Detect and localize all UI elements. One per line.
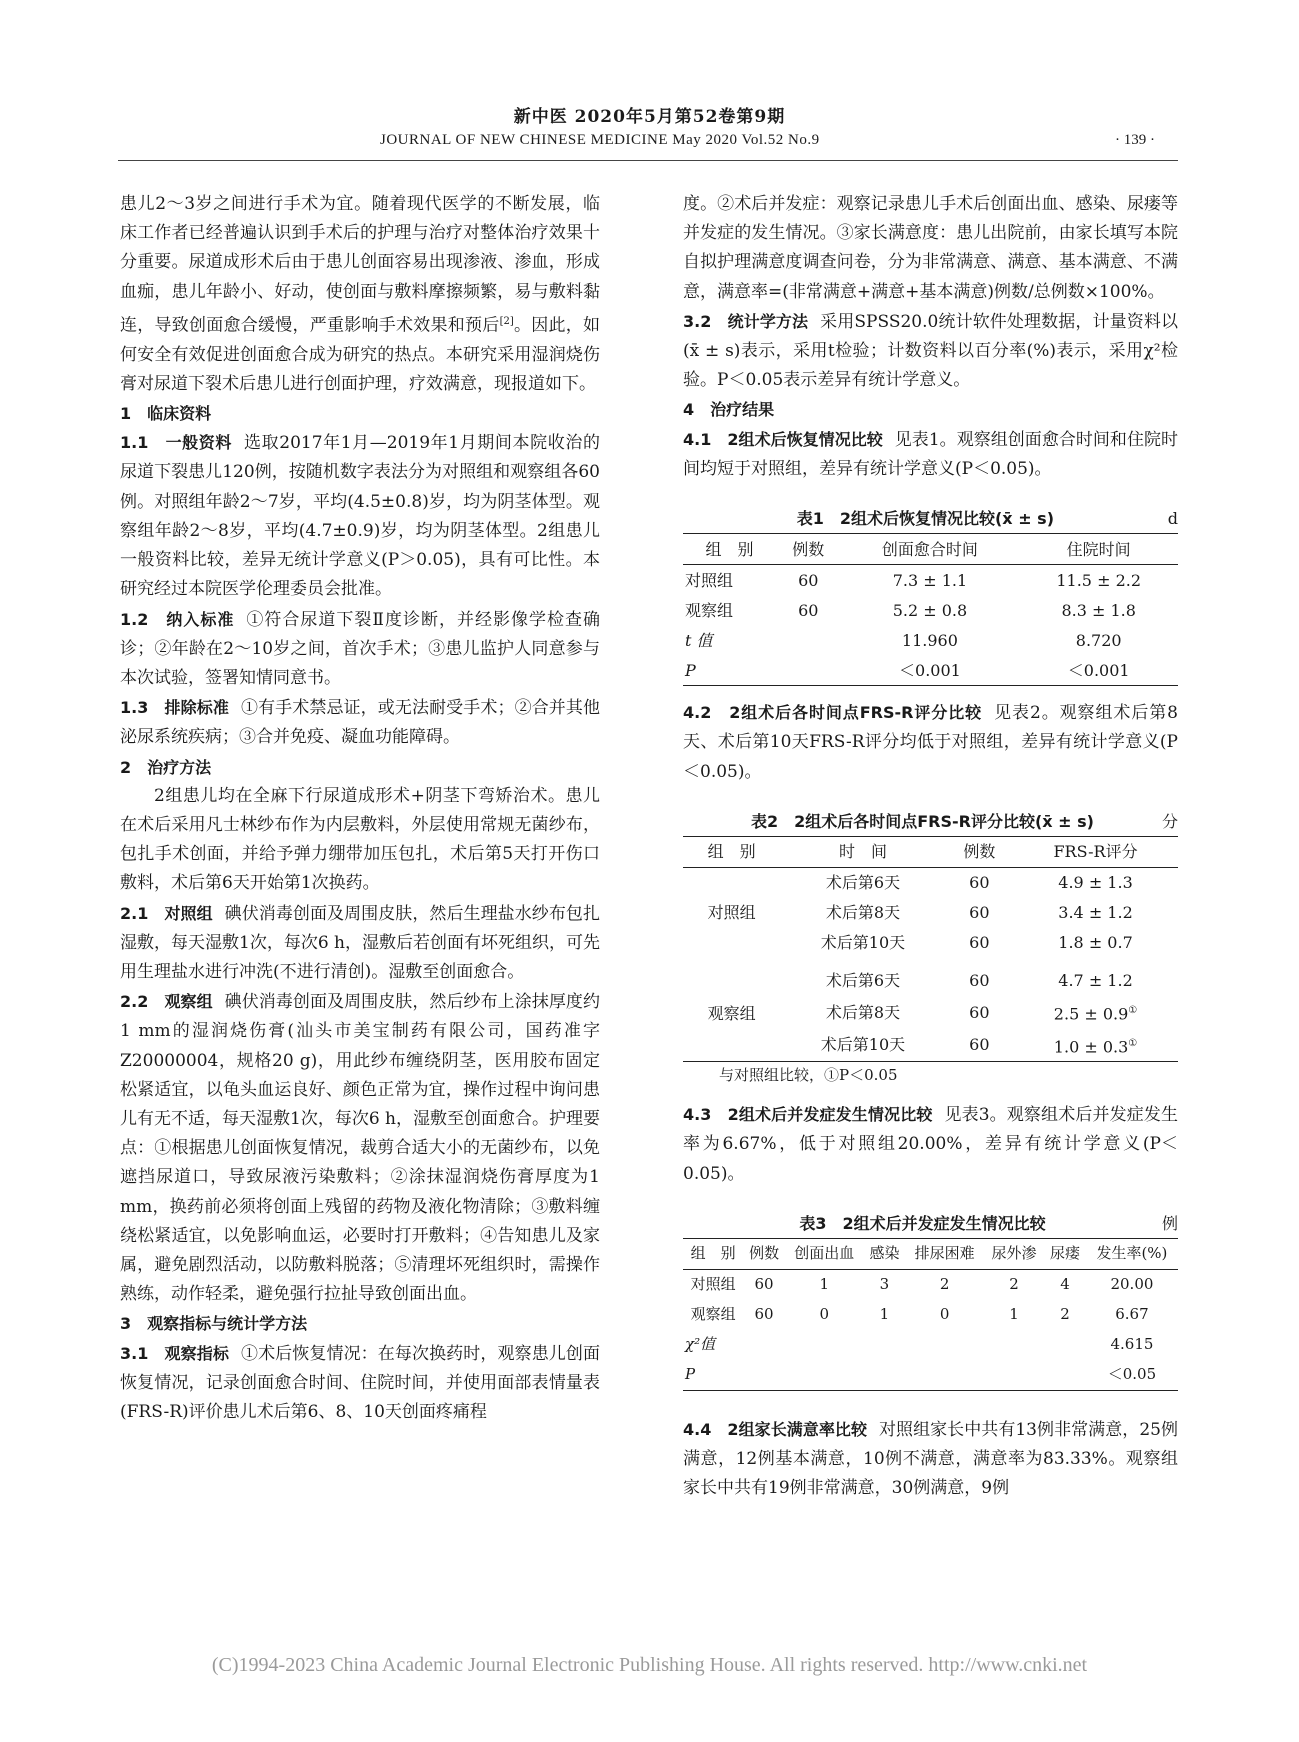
subsection-heading: 2.1 对照组 — [120, 903, 213, 923]
subsection-heading: 4.4 2组家长满意率比较 — [683, 1419, 867, 1439]
table-row: 术后第10天 60 1.8 ± 0.7 — [820, 933, 1133, 953]
table-header: 排尿困难 — [914, 1244, 975, 1263]
table-row: 观察组 60 5.2 ± 0.8 8.3 ± 1.8 — [685, 600, 1136, 620]
table-header: 尿瘘 — [1050, 1244, 1081, 1263]
table-3 — [683, 1238, 1178, 1391]
table-header: 例数 — [792, 539, 825, 559]
table-header: 尿外渗 — [991, 1244, 1037, 1263]
table-header: 感染 — [869, 1244, 900, 1263]
table-header: 例数 — [963, 842, 996, 862]
paragraph: 4.3 2组术后并发症发生情况比较 见表3。观察组术后并发症发生率为6.67%，低于对照组20.00%，差异有统计学意义(P＜0.05)。 — [683, 1105, 1178, 1184]
journal-title-cn: 新中医 2020年5月第52卷第9期 — [513, 107, 786, 127]
subsection-heading: 2.2 观察组 — [120, 992, 213, 1012]
table-2 — [683, 836, 1178, 1062]
section-heading: 3 观察指标与统计学方法 — [120, 1314, 308, 1334]
paragraph: 3.1 观察指标 ①术后恢复情况：在每次换药时，观察患儿创面恢复情况，记录创面愈合时间、住院时间，并使用面部表情量表(FRS-R)评价患儿术后第6、8、10天创面疼痛程 — [120, 1343, 600, 1422]
section-heading: 2 治疗方法 — [120, 757, 212, 777]
table-1 — [683, 533, 1178, 686]
table-row: t 值 11.960 8.720 — [685, 630, 1122, 650]
paragraph: 4.4 2组家长满意率比较 对照组家长中共有13例非常满意，25例满意，12例基本满意，10例不满意，满意率为83.33%。观察组家长中共有19例非常满意，30例满意，9例 — [683, 1419, 1179, 1499]
table-header: 组 别 — [690, 1244, 736, 1263]
table-header: 住院时间 — [1066, 539, 1131, 559]
table-row: 术后第8天 60 2.5 ± 0.9① — [825, 1002, 1138, 1024]
paragraph: 1.2 纳入标准 ①符合尿道下裂Ⅱ度诊断，并经影像学检查确诊；②年龄在2～10岁之间，首次手术；③患儿监护人同意参与本次试验，签署知情同意书。 — [120, 609, 600, 688]
section-heading: 1 临床资料 — [120, 404, 212, 424]
table-row: 术后第8天 60 3.4 ± 1.2 — [825, 903, 1133, 923]
table-header: 组 别 — [705, 539, 754, 559]
right-column — [683, 190, 1178, 1504]
table-row: P ＜0.001 ＜0.001 — [683, 655, 1178, 686]
table-row: P ＜0.05 — [683, 1360, 1178, 1391]
table-row: 观察组 术后第6天 60 4.7 ± 1.2 — [707, 971, 1133, 1023]
subsection-heading: 4.3 2组术后并发症发生情况比较 — [683, 1105, 933, 1125]
table-caption: 表3 2组术后并发症发生情况比较 例 — [799, 1213, 1178, 1233]
paragraph: 度。②术后并发症：观察记录患儿手术后创面出血、感染、尿瘘等并发症的发生情况。③家长满意度：患儿出院前，由家长填写本院自拟护理满意度调查问卷，分为非常满意、满意、基本满意、不满意，满意率=(非常满意+满意+基本满意)例数/总例数×100%。 — [683, 194, 1178, 302]
table-header: 组 别 — [707, 842, 756, 862]
subsection-heading: 4.2 2组术后各时间点FRS-R评分比较 — [683, 703, 983, 723]
paragraph: 2.1 对照组 碘伏消毒创面及周围皮肤，然后生理盐水纱布包扎湿敷，每天湿敷1次，每次6 h，湿敷后若创面有坏死组织，可先用生理盐水进行冲洗(不进行清创)。湿敷至创面愈合。 — [120, 903, 600, 982]
journal-title-en: JOURNAL OF NEW CHINESE MEDICINE May 2020 Vol.52 No.9 — [380, 132, 820, 148]
paragraph: 4.2 2组术后各时间点FRS-R评分比较 见表2。观察组术后第8天、术后第10天FRS-R评分均低于对照组，差异有统计学意义(P＜0.05)。 — [683, 703, 1178, 782]
table-caption: 表1 2组术后恢复情况比较(x̄ ± s) d — [796, 509, 1178, 529]
paragraph: 3.2 统计学方法 采用SPSS20.0统计软件处理数据，计量资料以(x̄ ± s)表示，采用t检验；计数资料以百分率(%)表示，采用χ²检验。P＜0.05表示差异有统计学意义。 — [683, 311, 1178, 391]
left-column — [120, 190, 600, 1427]
subsection-heading: 3.1 观察指标 — [120, 1343, 229, 1363]
table-header: 例数 — [749, 1244, 780, 1263]
paragraph: 1.1 一般资料 选取2017年1月—2019年1月期间本院收治的尿道下裂患儿120例，按随机数字表法分为对照组和观察组各60例。对照组年龄2～7岁，平均(4.5±0.8)岁，均为阴茎体型。观察组年龄2～8岁，平均(4.7±0.9)岁，均为阴茎体型。2组患儿一般资料比较，差异无统计学意义(P＞0.05)，具有可比性。本研究经过本院医学伦理委员会批准。 — [120, 433, 600, 600]
table-header: FRS-R评分 — [1053, 842, 1138, 862]
table-row: 对照组 60 7.3 ± 1.1 11.5 ± 2.2 — [683, 565, 1178, 596]
table-row: 对照组 60 1 3 2 2 4 20.00 — [683, 1269, 1178, 1300]
table-header: 创面出血 — [794, 1244, 855, 1263]
section-heading: 4 治疗结果 — [683, 400, 775, 420]
subsection-heading: 4.1 2组术后恢复情况比较 — [683, 429, 883, 449]
subsection-heading: 1.3 排除标准 — [120, 698, 229, 718]
citation-ref: [2] — [499, 315, 514, 327]
subsection-heading: 3.2 统计学方法 — [683, 311, 809, 331]
header-rule — [118, 160, 1178, 161]
table-row: χ²值 4.615 — [685, 1335, 1154, 1354]
page-number: · 139 · — [1115, 132, 1155, 148]
intro-paragraph: 患儿2～3岁之间进行手术为宜。随着现代医学的不断发展，临床工作者已经普遍认识到手术后的护理与治疗对整体治疗效果十分重要。尿道成形术后由于患儿创面容易出现渗液、渗血，形成血痂，患儿年龄小、好动，使创面与敷料摩擦频繁，易与敷料黏连，导致创面愈合缓慢，严重影响手术效果和预后[2]。因此，如何安全有效促进创面愈合成为研究的热点。本研究采用湿润烧伤膏对尿道下裂术后患儿进行创面护理，疗效满意，现报道如下。 — [120, 194, 600, 394]
copyright-footer: (C)1994-2023 China Academic Journal Electronic Publishing House. All rights reserved. http://www.cnki.net — [211, 1654, 1088, 1676]
paragraph: 4.1 2组术后恢复情况比较 见表1。观察组创面愈合时间和住院时间均短于对照组，差异有统计学意义(P＜0.05)。 — [683, 429, 1178, 479]
table-note: 与对照组比较，①P＜0.05 — [719, 1066, 898, 1085]
paragraph: 1.3 排除标准 ①有手术禁忌证，或无法耐受手术；②合并其他泌尿系统疾病；③合并免疫、凝血功能障碍。 — [120, 698, 600, 748]
paragraph: 2.2 观察组 碘伏消毒创面及周围皮肤，然后纱布上涂抹厚度约1 mm的湿润烧伤膏(汕头市美宝制药有限公司，国药准字Z20000004，规格20 g)，用此纱布缠绕阴茎，医用胶布固定松紧适宜，以龟头血运良好、颜色正常为宜，操作过程中询问患儿有无不适，每天湿敷1次，每次6 h，湿敷至创面愈合。护理要点：①根据患儿创面恢复情况，裁剪合适大小的无菌纱布，以免遮挡尿道口，导致尿液污染敷料；②涂抹湿润烧伤膏厚度为1 mm，换药前必须将创面上残留的药物及液化物清除；③敷料缠绕松紧适宜，以免影响血运，必要时打开敷料；④告知患儿及家属，避免剧烈活动，以防敷料脱落；⑤清理坏死组织时，需操作熟练，动作轻柔，避免强行拉扯导致创面出血。 — [120, 992, 600, 1305]
table-header: 时 间 — [838, 842, 887, 862]
table-header: 创面愈合时间 — [881, 539, 978, 559]
table-row: 对照组 术后第6天 60 4.9 ± 1.3 — [683, 868, 1178, 899]
table-header: 发生率(%) — [1096, 1244, 1168, 1263]
paragraph: 2组患儿均在全麻下行尿道成形术+阴茎下弯矫治术。患儿在术后采用凡士林纱布作为内层敷料，外层使用常规无菌纱布，包扎手术创面，并给予弹力绷带加压包扎，术后第5天打开伤口敷料，术后第6天开始第1次换药。 — [120, 785, 600, 894]
subsection-heading: 1.1 一般资料 — [120, 433, 233, 453]
table-row: 术后第10天 60 1.0 ± 0.3① — [683, 1029, 1178, 1062]
table-caption: 表2 2组术后各时间点FRS-R评分比较(x̄ ± s) 分 — [750, 811, 1178, 831]
table-row: 观察组 60 0 1 0 1 2 6.67 — [690, 1305, 1149, 1324]
subsection-heading: 1.2 纳入标准 — [120, 609, 235, 629]
